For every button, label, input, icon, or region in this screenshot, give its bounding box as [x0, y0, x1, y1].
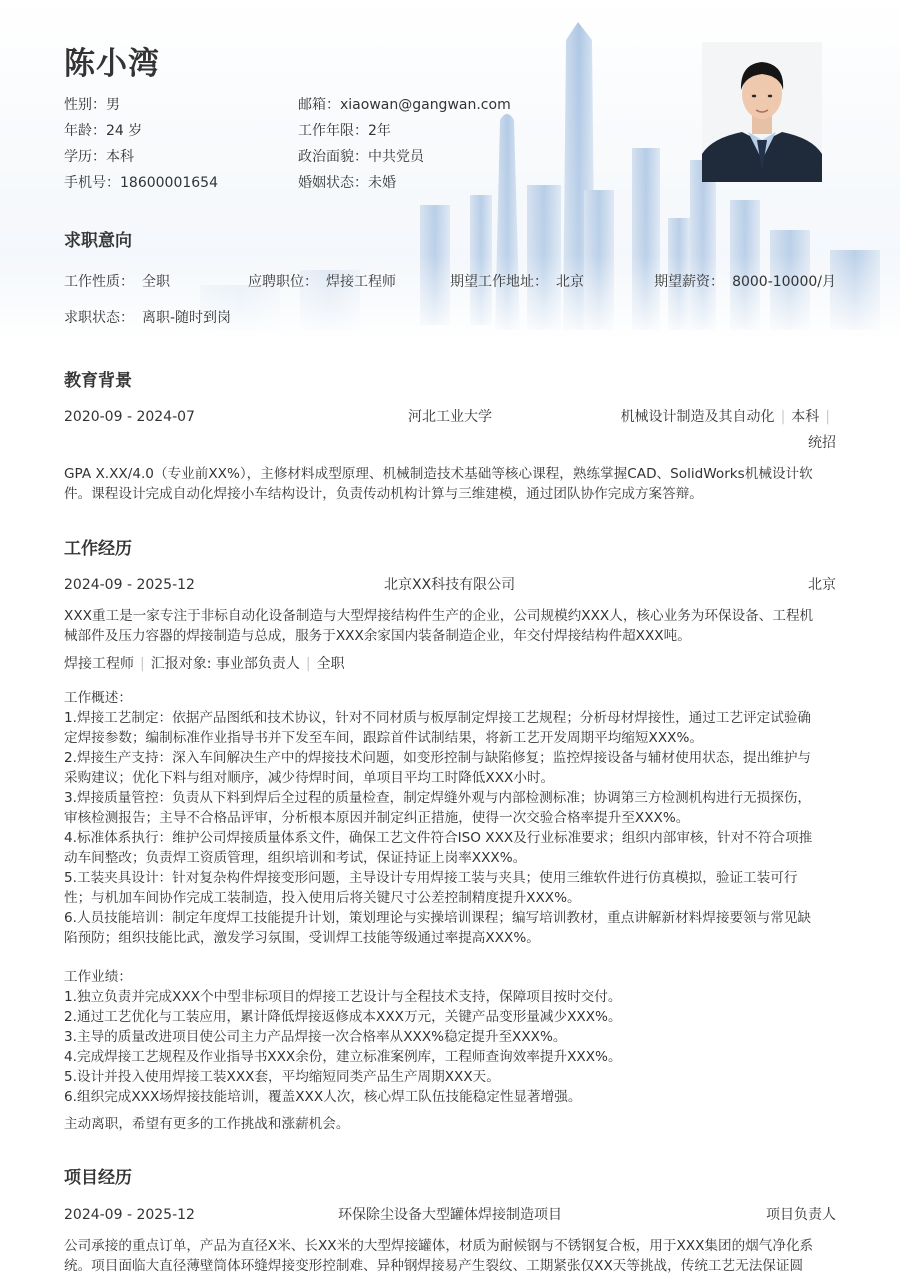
- work-period: 2024-09 - 2025-12: [64, 577, 195, 593]
- info-phone: 手机号：18600001654: [64, 175, 218, 191]
- education-description: GPA X.XX/4.0（专业前XX%），主修材料成型原理、机械制造技术基础等核心课程，熟练掌握CAD、SolidWorks机械设计软 件。课程设计完成自动化焊接小车结构设计，负责传动机构计算与三维建模，通过团队协作完成方案答辩。: [64, 466, 813, 502]
- education-major-line: 机械设计制造及其自动化 | 本科 |: [620, 409, 830, 425]
- intent-salary: 期望薪资： 8000-10000/月: [654, 274, 836, 290]
- education-mode: 统招: [808, 435, 836, 451]
- work-company: 北京XX科技有限公司: [384, 577, 516, 593]
- candidate-name: 陈小湾: [64, 46, 160, 82]
- intent-position: 应聘职位： 焊接工程师: [248, 274, 396, 290]
- work-leave-reason: 主动离职，希望有更多的工作挑战和涨薪机会。: [64, 1116, 350, 1132]
- info-marital-status: 婚姻状态：未婚: [298, 175, 396, 191]
- work-company-intro: XXX重工是一家专注于非标自动化设备制造与大型焊接结构件生产的企业，公司规模约XXX人，核心业务为环保设备、工程机 械部件及压力容器的焊接制造与总成，服务于XXX余家国内装备制造企业，年交付焊接结构件超XXX吨。: [64, 608, 814, 644]
- project-description: 公司承接的重点订单，产品为直径X米、长XX米的大型焊接罐体，材质为耐候钢与不锈钢复合板，用于XXX集团的烟气净化系 统。项目面临大直径薄壁筒体环缝焊接变形控制难、异种钢焊接易产生裂纹、工期紧张仅XX天等挑战，传统工艺无法保证圆: [64, 1238, 814, 1274]
- work-overview: 工作概述： 1.焊接工艺制定：依据产品图纸和技术协议，针对不同材质与板厚制定焊接工艺规程；分析母材焊接性，通过工艺评定试验确 定焊接参数；编制标准作业指导书并下发至车间，跟踪首件试制结果，将新工艺开发周期平均缩短XXX%。 2.焊接生产支持：深入车间解决生产中的焊接技术问题，如变形控制与缺陷修复；监控焊接设备与辅材使用状态，提出维护与 采购建议；优化下料与组对顺序，减少待焊时间，单项目平均工时降低XXX小时。 3.焊接质量管控：负责从下料到焊后全过程的质量检查，制定焊缝外观与内部检测标准；协调第三方检测机构进行无损探伤， 审核检测报告；主导不合格品评审，分析根本原因并制定纠正措施，使得一次交验合格率提升至XXX%。 4.标准体系执行：维护公司焊接质量体系文件，确保工艺文件符合ISO XXX及行业标准要求；组织内部审核，针对不符合项推 动车间整改；负责焊工资质管理，组织培训和考试，保证持证上岗率XXX%。 5.工装夹具设计：针对复杂构件焊接变形问题，主导设计专用焊接工装与夹具；使用三维软件进行仿真模拟，验证工装可行 性；与机加车间协作完成工装制造，投入使用后将关键尺寸公差控制精度提升XXX%。 6.人员技能培训：制定年度焊工技能提升计划，策划理论与实操培训课程；编写培训教材，重点讲解新材料焊接要领与常见缺 陷预防；组织技能比武，激发学习氛围，受训焊工技能等级通过率提高XXX%。: [64, 690, 813, 946]
- intent-status: 求职状态： 离职-随时到岗: [64, 310, 232, 326]
- intent-location: 期望工作地址： 北京: [450, 274, 584, 290]
- work-report-to: 汇报对象: 事业部负责人: [150, 656, 300, 672]
- education-school: 河北工业大学: [408, 409, 492, 425]
- info-gender: 性别：男: [64, 97, 120, 113]
- work-position: 焊接工程师: [64, 656, 134, 672]
- section-title-work: 工作经历: [64, 539, 132, 559]
- section-title-project: 项目经历: [64, 1168, 132, 1188]
- info-political-status: 政治面貌：中共党员: [298, 149, 424, 165]
- profile-photo: [702, 42, 822, 182]
- intent-job-type: 工作性质： 全职: [64, 274, 170, 290]
- work-achievements: 工作业绩： 1.独立负责并完成XXX个中型非标项目的焊接工艺设计与全程技术支持，保障项目按时交付。 2.通过工艺优化与工装应用，累计降低焊接返修成本XXX万元，关键产品变形量减少XXX%。 3.主导的质量改进项目使公司主力产品焊接一次合格率从XXX%稳定提升至XXX%。 4.完成焊接工艺规程及作业指导书XXX余份，建立标准案例库，工程师查询效率提升XXX%。 5.设计并投入使用焊接工装XXX套，平均缩短同类产品生产周期XXX天。 6.组织完成XXX场焊接技能培训，覆盖XXX人次，核心焊工队伍技能稳定性显著增强。: [64, 969, 622, 1105]
- work-city: 北京: [808, 577, 836, 593]
- section-title-education: 教育背景: [64, 371, 132, 391]
- info-email: 邮箱：xiaowan@gangwan.com: [298, 97, 511, 113]
- project-name: 环保除尘设备大型罐体焊接制造项目: [338, 1207, 562, 1223]
- education-degree: 本科: [791, 409, 820, 425]
- project-period: 2024-09 - 2025-12: [64, 1207, 195, 1223]
- info-age: 年龄：24 岁: [64, 123, 143, 139]
- section-title-intent: 求职意向: [64, 231, 132, 251]
- person-portrait-icon: [702, 42, 822, 182]
- education-period: 2020-09 - 2024-07: [64, 409, 195, 425]
- education-major: 机械设计制造及其自动化: [620, 409, 775, 425]
- info-education: 学历：本科: [64, 149, 134, 165]
- project-role: 项目负责人: [766, 1207, 836, 1223]
- info-work-years: 工作年限：2年: [298, 123, 391, 139]
- work-role-line: 焊接工程师 | 汇报对象: 事业部负责人 | 全职: [64, 656, 345, 672]
- work-job-type: 全职: [316, 656, 345, 672]
